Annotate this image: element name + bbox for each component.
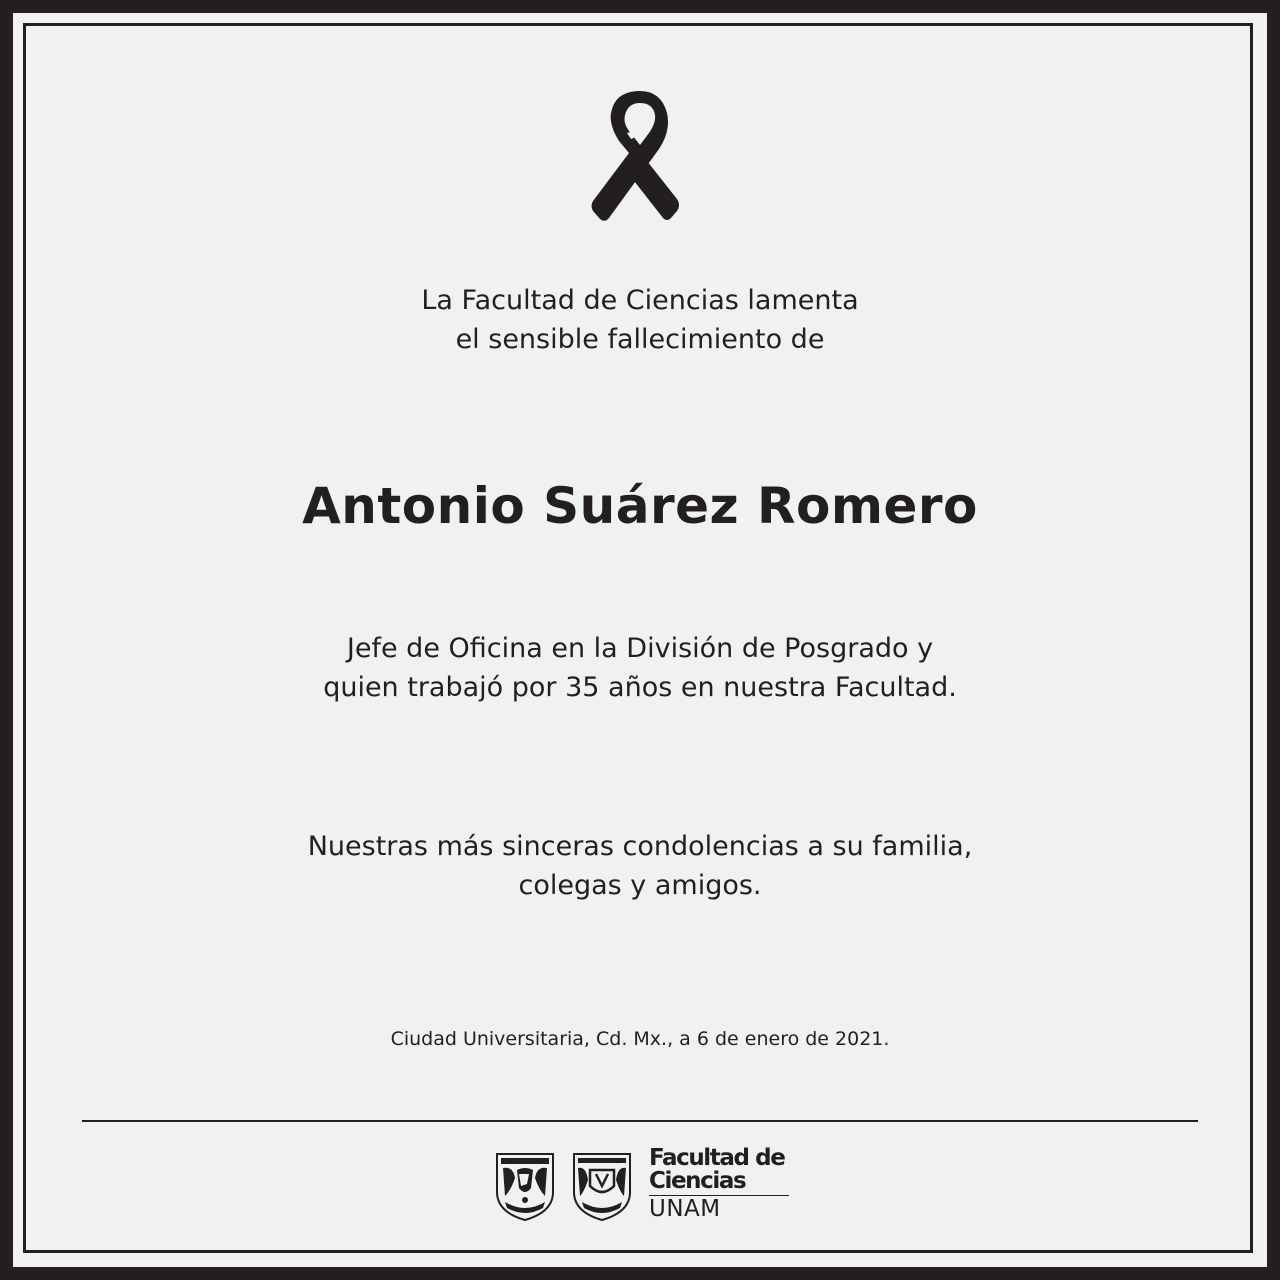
unam-seal-icon [493, 1150, 557, 1222]
role-line-2: quien trabajó por 35 años en nuestra Facultad. [323, 672, 957, 703]
role-line-1: Jefe de Oficina en la División de Posgrado y [346, 633, 934, 664]
role-text [13, 629, 1267, 707]
lead-line-2: el sensible fallecimiento de [455, 324, 825, 355]
faculty-seal-icon [570, 1150, 634, 1222]
condolence-line-1: Nuestras más sinceras condolencias a su familia, [307, 831, 973, 862]
mourning-ribbon-icon [587, 87, 693, 223]
condolence-text [13, 827, 1267, 905]
brand-line-3: UNAM [649, 1196, 721, 1222]
dateline: Ciudad Universitaria, Cd. Mx., a 6 de enero de 2021. [390, 1028, 890, 1050]
faculty-wordmark [649, 1147, 791, 1222]
footer-divider [82, 1120, 1198, 1122]
lead-line-1: La Facultad de Ciencias lamenta [421, 285, 859, 316]
brand-line-1: Facultad de [649, 1145, 785, 1171]
brand-line-2: Ciencias [649, 1168, 746, 1194]
deceased-name: Antonio Suárez Romero [302, 477, 978, 535]
condolence-card [13, 13, 1267, 1267]
lead-text [13, 281, 1267, 359]
condolence-line-2: colegas y amigos. [518, 870, 762, 901]
